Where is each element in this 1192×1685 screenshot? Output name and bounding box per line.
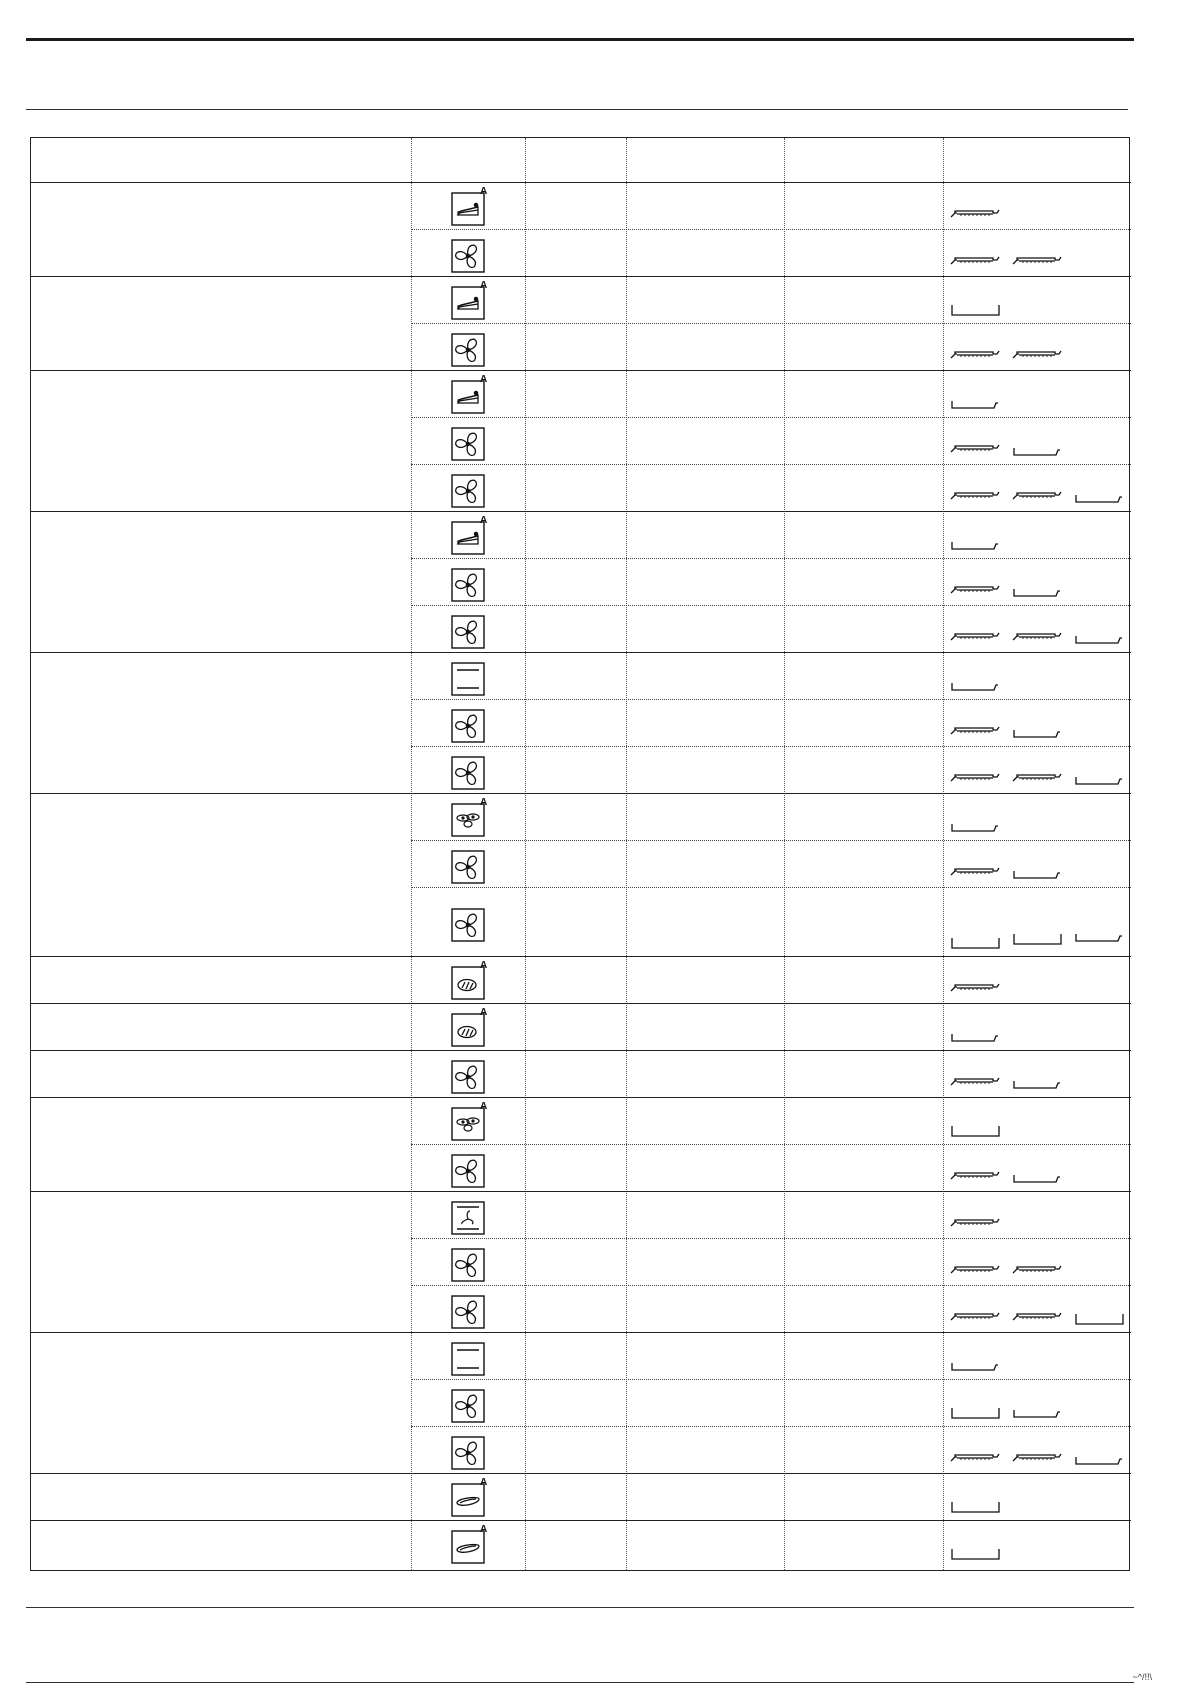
accessory-grid-icon: [949, 1073, 1003, 1091]
group-divider: [31, 370, 1131, 371]
row-divider: [411, 1285, 1131, 1286]
accessory-tray-flat-icon: [1073, 769, 1127, 787]
accessory-tray-flat-icon: [1011, 1167, 1065, 1185]
svg-text:A: A: [480, 1476, 487, 1488]
footer-rule: [26, 1682, 1134, 1683]
row-divider: [411, 1426, 1131, 1427]
fan-icon: [449, 749, 487, 791]
fan-icon: [449, 561, 487, 603]
header-rule: [26, 109, 1128, 110]
bread-a-icon: [449, 959, 487, 1001]
svg-text:A: A: [480, 279, 487, 291]
accessory-tray-flat-icon: [949, 1026, 1003, 1044]
accessory-grid-icon: [1011, 1308, 1065, 1326]
group-divider: [31, 1520, 1131, 1521]
accessory-tray-deep-icon: [1011, 932, 1065, 950]
row-divider: [411, 1144, 1131, 1145]
group-divider: [31, 652, 1131, 653]
svg-text:A: A: [480, 373, 487, 385]
footer-mark: ~^/!!\: [1132, 1672, 1152, 1682]
group-divider: [31, 182, 1131, 183]
accessory-tray-deep-icon: [949, 299, 1003, 317]
baking-table: [30, 137, 1130, 1571]
row-divider: [411, 1379, 1131, 1380]
fan-icon: [449, 608, 487, 650]
accessory-grid-icon: [1011, 487, 1065, 505]
fan-icon: [449, 1429, 487, 1471]
group-divider: [31, 956, 1131, 957]
dish-a-icon: [449, 1523, 487, 1565]
fan-icon: [449, 1241, 487, 1283]
svg-text:A: A: [480, 959, 487, 971]
accessory-grid-icon: [1011, 346, 1065, 364]
accessory-grid-icon: [949, 1167, 1003, 1185]
column-divider: [411, 138, 412, 1570]
accessory-grid-icon: [949, 628, 1003, 646]
accessory-grid-icon: [949, 346, 1003, 364]
accessory-tray-flat-icon: [949, 393, 1003, 411]
bottom-rule: [26, 1607, 1134, 1608]
row-divider: [411, 1238, 1131, 1239]
column-divider: [525, 138, 526, 1570]
accessory-tray-deep-icon: [949, 1543, 1003, 1561]
accessory-grid-icon: [949, 1449, 1003, 1467]
accessory-tray-deep-icon: [949, 932, 1003, 950]
accessory-tray-flat-icon: [949, 816, 1003, 834]
row-divider: [411, 323, 1131, 324]
accessory-tray-flat-icon: [1011, 863, 1065, 881]
accessory-tray-flat-icon: [1073, 1449, 1127, 1467]
accessory-grid-icon: [1011, 1449, 1065, 1467]
row-divider: [411, 840, 1131, 841]
accessory-tray-flat-icon: [1011, 581, 1065, 599]
accessory-tray-flat-icon: [1011, 440, 1065, 458]
accessory-tray-flat-icon: [1073, 487, 1127, 505]
accessory-tray-deep-icon: [949, 1120, 1003, 1138]
accessory-grid-icon: [1011, 1261, 1065, 1279]
group-divider: [31, 1473, 1131, 1474]
row-divider: [411, 746, 1131, 747]
row-divider: [411, 417, 1131, 418]
accessory-grid-icon: [949, 487, 1003, 505]
accessory-grid-icon: [949, 863, 1003, 881]
svg-text:A: A: [480, 796, 487, 808]
fan-icon: [449, 1053, 487, 1095]
accessory-grid-icon: [949, 440, 1003, 458]
row-divider: [411, 464, 1131, 465]
accessory-grid-icon: [949, 252, 1003, 270]
row-divider: [411, 605, 1131, 606]
accessory-tray-flat-icon: [949, 1355, 1003, 1373]
cake-a-icon: [449, 279, 487, 321]
accessory-tray-flat-icon: [1011, 1402, 1065, 1420]
fan-icon: [449, 467, 487, 509]
dish-a-icon: [449, 1476, 487, 1518]
accessory-grid-icon: [949, 722, 1003, 740]
group-divider: [31, 1097, 1131, 1098]
svg-text:A: A: [480, 185, 487, 197]
top-bottom-heat-icon: [449, 655, 487, 697]
svg-text:A: A: [480, 1006, 487, 1018]
row-divider: [411, 229, 1131, 230]
cookies-a-icon: [449, 1100, 487, 1142]
fan-icon: [449, 420, 487, 462]
svg-text:A: A: [480, 1100, 487, 1112]
row-divider: [411, 699, 1131, 700]
svg-text:A: A: [480, 514, 487, 526]
accessory-tray-deep-icon: [1073, 1308, 1127, 1326]
column-divider: [943, 138, 944, 1570]
group-divider: [31, 511, 1131, 512]
row-divider: [411, 558, 1131, 559]
accessory-tray-flat-icon: [949, 534, 1003, 552]
accessory-grid-icon: [949, 581, 1003, 599]
svg-text:A: A: [480, 1523, 487, 1535]
group-divider: [31, 1003, 1131, 1004]
accessory-grid-icon: [949, 1214, 1003, 1232]
accessory-grid-icon: [949, 979, 1003, 997]
accessory-grid-icon: [949, 205, 1003, 223]
group-divider: [31, 1332, 1131, 1333]
group-divider: [31, 276, 1131, 277]
cookies-a-icon: [449, 796, 487, 838]
accessory-tray-deep-icon: [949, 1402, 1003, 1420]
bread-a-icon: [449, 1006, 487, 1048]
group-divider: [31, 1191, 1131, 1192]
accessory-tray-flat-icon: [1073, 932, 1127, 950]
accessory-grid-icon: [949, 769, 1003, 787]
fan-icon: [449, 232, 487, 274]
accessory-tray-deep-icon: [949, 1496, 1003, 1514]
accessory-grid-icon: [949, 1261, 1003, 1279]
accessory-grid-icon: [1011, 252, 1065, 270]
fan-icon: [449, 1382, 487, 1424]
column-divider: [784, 138, 785, 1570]
bottom-heat-fan-icon: [449, 1194, 487, 1236]
cake-a-icon: [449, 373, 487, 415]
cake-a-icon: [449, 185, 487, 227]
accessory-grid-icon: [1011, 769, 1065, 787]
cake-a-icon: [449, 514, 487, 556]
accessory-tray-flat-icon: [1011, 722, 1065, 740]
fan-icon: [449, 1147, 487, 1189]
fan-icon: [449, 901, 487, 943]
fan-icon: [449, 1288, 487, 1330]
group-divider: [31, 793, 1131, 794]
group-divider: [31, 1050, 1131, 1051]
row-divider: [411, 887, 1131, 888]
accessory-tray-flat-icon: [949, 675, 1003, 693]
fan-icon: [449, 326, 487, 368]
top-rule: [26, 38, 1134, 41]
fan-icon: [449, 843, 487, 885]
accessory-tray-flat-icon: [1011, 1073, 1065, 1091]
accessory-tray-flat-icon: [1073, 628, 1127, 646]
column-divider: [626, 138, 627, 1570]
accessory-grid-icon: [1011, 628, 1065, 646]
accessory-grid-icon: [949, 1308, 1003, 1326]
fan-icon: [449, 702, 487, 744]
top-bottom-heat-icon: [449, 1335, 487, 1377]
